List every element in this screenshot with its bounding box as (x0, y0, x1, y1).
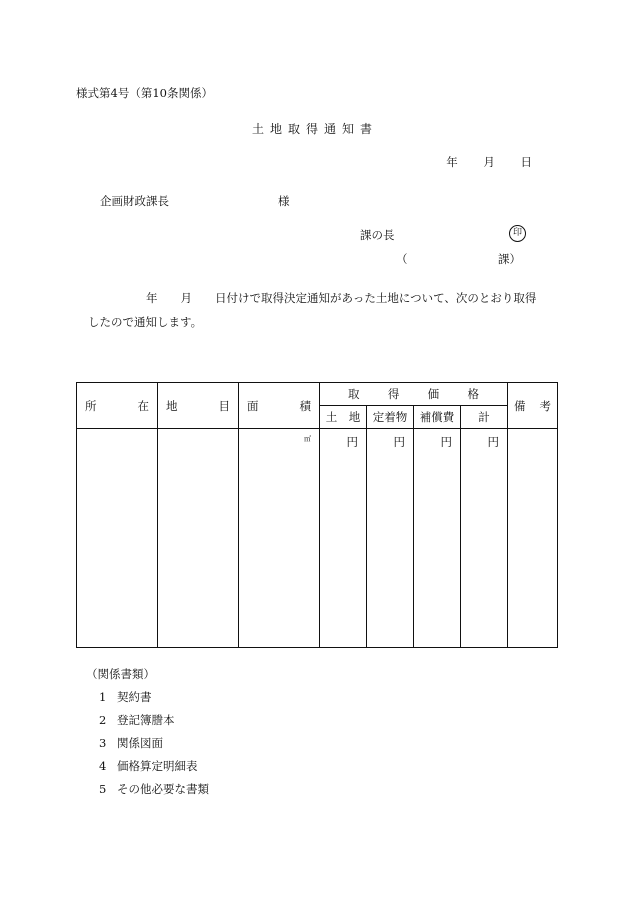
department-open-paren: （ (396, 252, 408, 266)
related-document-item: 3 関係図面 (99, 736, 163, 750)
cell-area[interactable] (239, 429, 320, 648)
header-land-value: 土 地 (320, 406, 367, 429)
sender-title: 課の長 (360, 228, 395, 242)
seal-icon: 印 (509, 225, 526, 242)
header-land-category: 地 目 (158, 383, 239, 429)
land-acquisition-table (76, 382, 558, 648)
unit-yen: 円 (487, 435, 499, 449)
date-line: 年 月 日 (446, 155, 532, 169)
cell-compensation[interactable] (414, 429, 461, 648)
unit-square-meter: ㎡ (304, 435, 311, 443)
notice-body-line-1: 年 月 日付けで取得決定通知があった土地について、次のとおり取得 (146, 291, 537, 305)
related-document-item: 1 契約書 (99, 690, 152, 704)
addressee (100, 193, 290, 209)
document-title: 土地取得通知書 (251, 122, 378, 136)
header-compensation: 補償費 (414, 406, 461, 429)
header-total: 計 (461, 406, 508, 429)
header-location: 所 在 (77, 383, 158, 429)
cell-remarks[interactable] (508, 429, 558, 648)
cell-total[interactable] (461, 429, 508, 648)
notice-body (88, 286, 558, 334)
cell-land-category[interactable] (158, 429, 239, 648)
addressee-honorific: 様 (278, 194, 290, 208)
cell-location[interactable] (77, 429, 158, 648)
cell-land-value[interactable] (320, 429, 367, 648)
header-area: 面 積 (239, 383, 320, 429)
header-fixtures: 定着物 (367, 406, 414, 429)
department-suffix: 課） (498, 252, 521, 266)
form-number: 様式第4号（第10条関係） (76, 86, 213, 100)
related-document-item: 4 価格算定明細表 (99, 759, 198, 773)
addressee-name: 企画財政課長 (100, 194, 169, 208)
unit-yen: 円 (346, 435, 358, 449)
header-acquisition-price: 取 得 価 格 (320, 383, 508, 406)
related-document-item: 5 その他必要な書類 (99, 782, 209, 796)
header-remarks: 備 考 (508, 383, 558, 429)
related-document-item: 2 登記簿謄本 (99, 713, 175, 727)
department-line (396, 251, 521, 267)
notice-body-line-2: したので通知します。 (88, 315, 203, 329)
related-documents-heading: （関係書類） (86, 667, 155, 681)
unit-yen: 円 (440, 435, 452, 449)
cell-fixtures[interactable] (367, 429, 414, 648)
unit-yen: 円 (393, 435, 405, 449)
